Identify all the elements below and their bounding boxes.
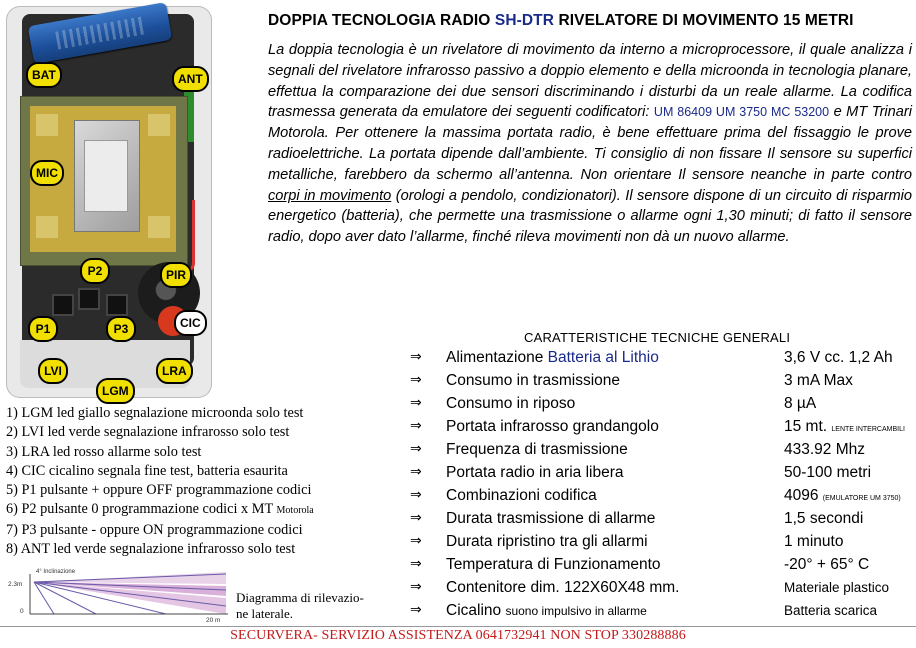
footer-assistance: SECURVERA- SERVIZIO ASSISTENZA 0641732941 NON STOP 330288886 (230, 628, 686, 643)
spec-label: Portata infrarosso grandangolo (446, 418, 659, 435)
legend-item: 3) LRA led rosso allarme solo test (6, 443, 202, 460)
description-underlined: corpi in movimento (268, 187, 392, 204)
spec-label: Contenitore dim. 122X60X48 mm. (446, 579, 680, 596)
arrow-icon: ⇒ (410, 510, 422, 526)
spec-value: 3 mA Max (784, 372, 853, 389)
spec-label: Durata ripristino tra gli allarmi (446, 533, 648, 550)
title-product-code: SH-DTR (494, 12, 555, 29)
legend-item: 2) LVI led verde segnalazione infrarosso solo test (6, 424, 290, 441)
diagram-distance-label: 20 m (206, 617, 221, 624)
diagram-caption (236, 590, 386, 622)
arrow-icon: ⇒ (410, 487, 422, 503)
detection-diagram (6, 564, 232, 624)
spec-value: 1 minuto (784, 533, 844, 550)
spec-value: Batteria scarica (784, 603, 878, 618)
arrow-icon: ⇒ (410, 602, 422, 618)
spec-value: Materiale plastico (784, 580, 890, 595)
spec-label-text: Cicalino (446, 602, 506, 619)
spec-value: 433.92 Mhz (784, 441, 865, 458)
spec-label-highlight: Batteria al Lithio (547, 349, 659, 366)
arrow-icon: ⇒ (410, 349, 422, 365)
label-ant: ANT (172, 66, 209, 92)
spec-value: 3,6 V cc. 1,2 Ah (784, 349, 893, 366)
spec-row (410, 461, 910, 484)
spec-row (410, 553, 910, 576)
pcb-pad (148, 114, 170, 136)
description-part-3: (orologi a pendolo, condizionatori). Il sensore dispone di un circuito di risparmio energetico (batteria), che permette una trasmissione o allarme ogni 1,30 minuti; di fatto il sensore radio, dopo aver dato l’allarme, finché rileva movimenti non dà un nuovo allarme. (268, 187, 912, 246)
pcb-pad (36, 216, 58, 238)
title-prefix: DOPPIA TECNOLOGIA RADIO (268, 12, 495, 29)
label-lra: LRA (156, 358, 193, 384)
pcb-pad (36, 114, 58, 136)
description-part-2: e MT Trinari Motorola. Per ottenere la massima portata radio, è bene effettuare prima del fissaggio le prove radioelettriche. La portata dipende dall’ambiente. Ti consiglio di non fissare Il sensore su superfici metalliche, farebbero da schermo all’antenna. Non orientare Il sensore neanche in parte contro (268, 104, 913, 183)
label-p2: P2 (80, 258, 110, 284)
spec-label: Durata trasmissione di allarme (446, 510, 656, 527)
spec-row (410, 576, 910, 599)
spec-label-text: Alimentazione (446, 349, 548, 366)
spec-row (410, 484, 910, 507)
description-part-1: La doppia tecnologia è un rivelatore di movimento da interno a microprocessore, il quale analizza i segnali del rivelatore infrarosso passivo a doppio elemento e della microonda in tecnologia planare, effettua la comparazione dei due sensori discriminando i disturbi da un reale allarme. La codifica trasmessa generata da emulatore dei seguenti codificatori: (268, 42, 912, 121)
spec-value: 1,5 secondi (784, 510, 864, 527)
legend-item: 7) P3 pulsante - oppure ON programmazione codici (6, 521, 303, 538)
spec-row (410, 346, 910, 369)
label-lvi: LVI (38, 358, 68, 384)
spec-value-note: (EMULATORE UM 3750) (822, 495, 901, 502)
legend-item: 1) LGM led giallo segnalazione microonda solo test (6, 405, 304, 421)
spec-row (410, 392, 910, 415)
spec-label: Portata radio in aria libera (446, 464, 624, 481)
specs-table (410, 346, 910, 622)
diagram-height-label: 2.3m (8, 581, 23, 588)
label-bat: BAT (26, 62, 62, 88)
arrow-icon: ⇒ (410, 556, 422, 572)
spec-label: Temperatura di Funzionamento (446, 556, 661, 573)
arrow-icon: ⇒ (410, 579, 422, 595)
spec-label-small: suono impulsivo in allarme (505, 604, 647, 618)
spec-label: Frequenza di trasmissione (446, 441, 628, 458)
legend-item (6, 500, 386, 520)
arrow-icon: ⇒ (410, 441, 422, 457)
button-p2 (78, 288, 100, 310)
button-p3 (106, 294, 128, 316)
spec-value: 50-100 metri (784, 464, 872, 481)
component-legend (6, 404, 386, 559)
diagram-zero-label: 0 (20, 608, 24, 615)
legend-item-small: Motorola (276, 505, 314, 517)
arrow-icon: ⇒ (410, 418, 422, 434)
button-p1 (52, 294, 74, 316)
spec-value-note: LENTE INTERCAMBILI (831, 426, 905, 433)
arrow-icon: ⇒ (410, 395, 422, 411)
label-p3: P3 (106, 316, 136, 342)
spec-value-text: 4096 (784, 487, 823, 504)
label-cic: CIC (174, 310, 207, 336)
label-mic: MIC (30, 160, 64, 186)
spec-label: Combinazioni codifica (446, 487, 597, 504)
label-p1: P1 (28, 316, 58, 342)
spec-row (410, 530, 910, 553)
spec-label (446, 346, 659, 369)
arrow-icon: ⇒ (410, 533, 422, 549)
label-lgm: LGM (96, 378, 135, 404)
legend-item: 4) CIC cicalino segnala fine test, batteria esaurita (6, 462, 288, 479)
label-pir: PIR (160, 262, 192, 288)
spec-row (410, 415, 910, 438)
serial-sticker (84, 140, 128, 212)
encoder-codes: UM 86409 UM 3750 MC 53200 (653, 105, 830, 120)
spec-value: 8 µA (784, 395, 817, 412)
legend-item: 8) ANT led verde segnalazione infrarosso solo test (6, 541, 296, 558)
spec-label: Consumo in riposo (446, 395, 576, 412)
spec-row (410, 369, 910, 392)
title-suffix: RIVELATORE DI MOVIMENTO 15 METRI (554, 12, 854, 29)
spec-value: -20° + 65° C (784, 556, 870, 573)
footer-divider (0, 626, 916, 627)
diagram-caption-line: Diagramma di rilevazio- (236, 590, 364, 605)
diagram-caption-line: ne laterale. (236, 606, 294, 621)
spec-label (446, 599, 647, 623)
arrow-icon: ⇒ (410, 372, 422, 388)
page-title (268, 12, 908, 30)
description-paragraph (268, 40, 912, 248)
legend-item: 5) P1 pulsante + oppure OFF programmazione codici (6, 482, 312, 499)
spec-value-text: 15 mt. (784, 418, 832, 435)
spec-row (410, 507, 910, 530)
diagram-inclination-label: 4° Inclinazione (36, 569, 76, 575)
specs-title: CARATTERISTICHE TECNICHE GENERALI (524, 330, 791, 345)
spec-row (410, 438, 910, 461)
arrow-icon: ⇒ (410, 464, 422, 480)
pcb-pad (148, 216, 170, 238)
legend-item-text: 6) P2 pulsante 0 programmazione codici x MT (6, 501, 277, 518)
spec-row (410, 599, 910, 622)
spec-label: Consumo in trasmissione (446, 372, 621, 389)
